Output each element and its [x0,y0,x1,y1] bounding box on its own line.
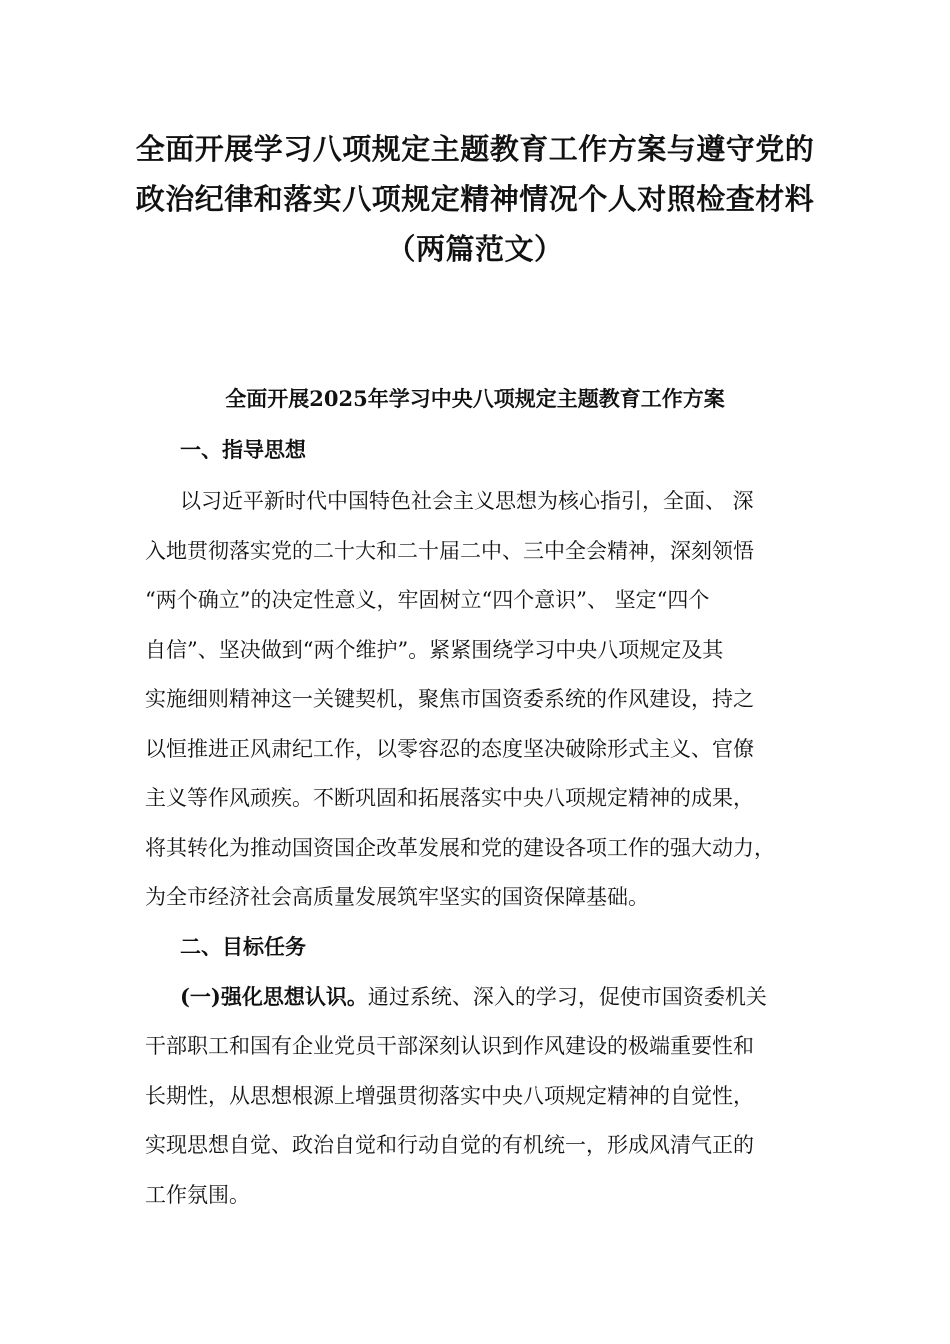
paragraph-line: 入地贯彻落实党的二十大和二十届二中、三中全会精神，深刻领悟 [145,539,754,563]
paragraph-line: 以恒推进正风肃纪工作，以零容忍的态度坚决破除形式主义、官僚 [145,737,754,761]
paragraph-line [180,980,767,1014]
paragraph-line: 干部职工和国有企业党员干部深刻认识到作风建设的极端重要性和 [145,1034,754,1058]
item-lead: (一)强化思想认识。 [180,984,368,1009]
section-heading-guiding-ideology: 一、指导思想 [180,437,306,462]
paragraph-line: 工作氛围。 [145,1183,250,1207]
paragraph-line: 实施细则精神这一关键契机，聚焦市国资委系统的作风建设，持之 [145,687,754,711]
sub-title: 全面开展2025年学习中央八项规定主题教育工作方案 [225,386,725,411]
paragraph-line: “两个确立”的决定性意义，牢固树立“四个意识”、 坚定“四个 [145,588,710,612]
paragraph-line: 长期性，从思想根源上增强贯彻落实中央八项规定精神的自觉性， [145,1084,754,1108]
main-title-line: （两篇范文） [386,232,564,266]
item-text: 通过系统、深入的学习，促使市国资委机关 [367,985,767,1009]
main-title-line: 全面开展学习八项规定主题教育工作方案与遵守党的 [135,132,815,166]
paragraph-line: 为全市经济社会高质量发展筑牢坚实的国资保障基础。 [145,885,649,909]
paragraph-line: 将其转化为推动国资国企改革发展和党的建设各项工作的强大动力， [145,836,775,860]
paragraph-line: 自信”、坚决做到“两个维护”。紧紧围绕学习中央八项规定及其 [145,638,724,662]
paragraph-line: 主义等作风顽疾。不断巩固和拓展落实中央八项规定精神的成果， [145,786,754,810]
main-title-line: 政治纪律和落实八项规定精神情况个人对照检查材料 [135,182,815,216]
section-heading-goals-tasks: 二、目标任务 [180,934,306,959]
paragraph-line: 实现思想自觉、政治自觉和行动自觉的有机统一，形成风清气正的 [145,1133,754,1157]
paragraph-line: 以习近平新时代中国特色社会主义思想为核心指引，全面、 深 [180,489,754,513]
main-title [120,124,830,274]
